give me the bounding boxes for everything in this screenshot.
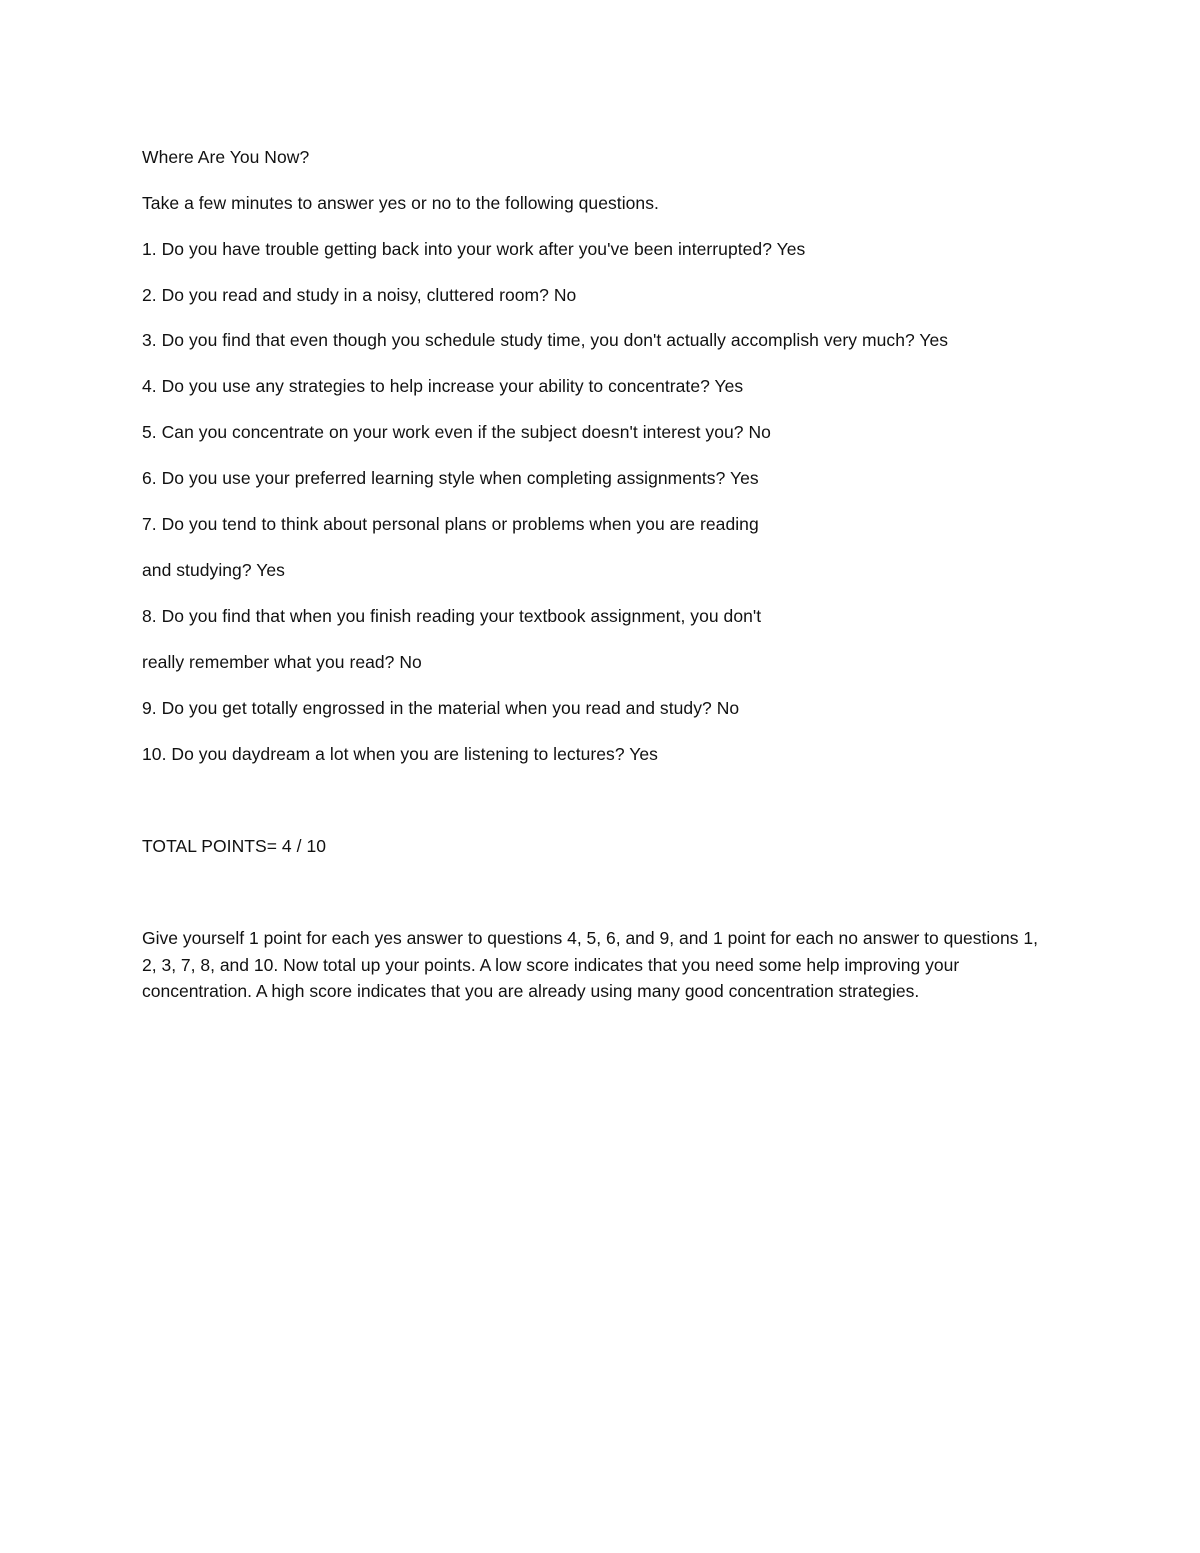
- document-title: Where Are You Now?: [142, 147, 310, 167]
- question-2: 2. Do you read and study in a noisy, cluttered room? No: [142, 285, 577, 305]
- question-8: 8. Do you find that when you finish reading your textbook assignment, you don't: [142, 606, 762, 626]
- question-3: 3. Do you find that even though you schedule study time, you don't actually accomplish very much? Yes: [142, 330, 949, 350]
- question-7: 7. Do you tend to think about personal plans or problems when you are reading: [142, 514, 759, 534]
- total-points: TOTAL POINTS= 4 / 10: [142, 836, 327, 856]
- scoring-instructions: Give yourself 1 point for each yes answer to questions 4, 5, 6, and 9, and 1 point for each no answer to questions 1, 2, 3, 7, 8, and 10. Now total up your points. A low score indicates that you need some help improving your concentration. A high score indicates that you are already using many good concentration strategies.: [142, 928, 1038, 1001]
- question-4: 4. Do you use any strategies to help increase your ability to concentrate? Yes: [142, 376, 744, 396]
- question-8-continuation: really remember what you read? No: [142, 652, 422, 672]
- question-10: 10. Do you daydream a lot when you are listening to lectures? Yes: [142, 744, 658, 764]
- question-5: 5. Can you concentrate on your work even if the subject doesn't interest you? No: [142, 422, 771, 442]
- question-6: 6. Do you use your preferred learning style when completing assignments? Yes: [142, 468, 759, 488]
- question-7-continuation: and studying? Yes: [142, 560, 285, 580]
- instructions-text: Take a few minutes to answer yes or no to the following questions.: [142, 193, 659, 213]
- question-9: 9. Do you get totally engrossed in the material when you read and study? No: [142, 698, 740, 718]
- question-1: 1. Do you have trouble getting back into your work after you've been interrupted? Yes: [142, 239, 806, 259]
